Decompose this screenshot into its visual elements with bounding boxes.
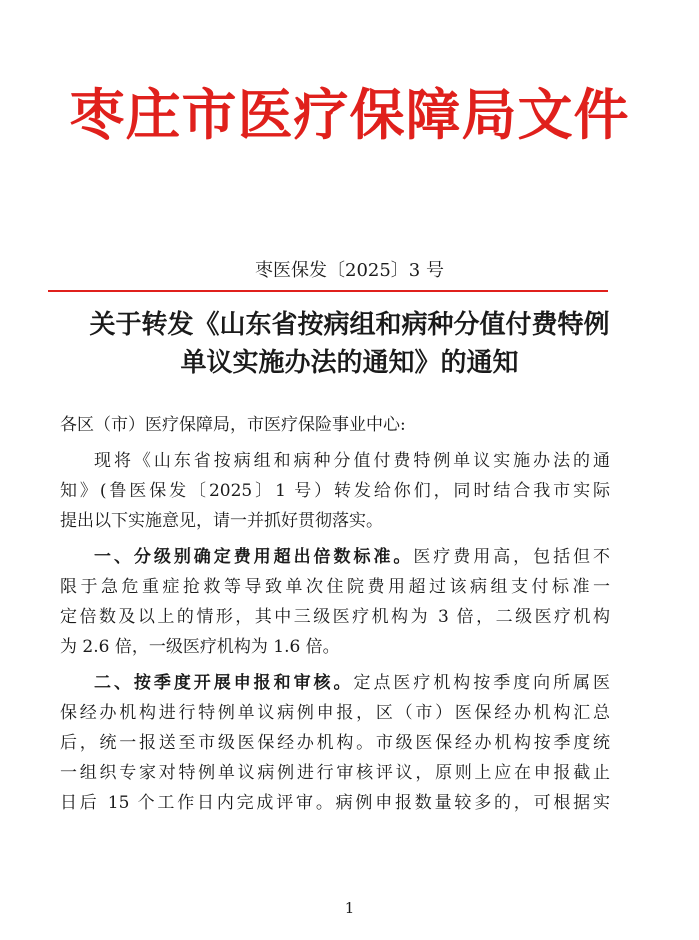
document-header-title: 枣庄市医疗保障局文件 (69, 82, 630, 147)
section-2-line-5: 日后 15 个工作日内完成评审。病例申报数量较多的，可根据实 (60, 793, 610, 813)
intro-line-2: 知》(鲁医保发〔2025〕1 号）转发给你们，同时结合我市实际 (60, 481, 610, 501)
intro-line-3: 提出以下实施意见，请一并抓好贯彻落实。 (60, 511, 383, 531)
section-2-line-1 (60, 668, 610, 698)
red-divider-line (48, 290, 608, 292)
section-2-heading: 二、按季度开展申报和审核。 (94, 673, 354, 693)
section-1-line-1 (60, 542, 610, 572)
section-2-line-2: 保经办机构进行特例单议病例申报，区（市）医保经办机构汇总 (60, 703, 610, 723)
document-body (60, 410, 610, 818)
notice-title (30, 306, 669, 382)
notice-title-line-1: 关于转发《山东省按病组和病种分值付费特例 (89, 310, 610, 340)
salutation: 各区（市）医疗保障局，市医疗保险事业中心: (60, 415, 406, 435)
notice-title-line-2: 单议实施办法的通知》的通知 (180, 348, 519, 378)
page-number: 1 (344, 899, 355, 917)
section-2-line-3: 后，统一报送至市级医保经办机构。市级医保经办机构按季度统 (60, 733, 610, 753)
section-1-heading: 一、分级别确定费用超出倍数标准。 (94, 547, 414, 567)
section-1-line-3: 定倍数及以上的情形，其中三级医疗机构为 3 倍，二级医疗机构 (60, 607, 610, 627)
section-2-line-4: 一组织专家对特例单议病例进行审核评议，原则上应在申报截止 (60, 763, 610, 783)
section-1-line-4: 为 2.6 倍，一级医疗机构为 1.6 倍。 (60, 637, 340, 657)
section-2-line-1-text: 定点医疗机构按季度向所属医 (353, 673, 610, 693)
section-1-line-1-text: 医疗费用高，包括但不 (413, 547, 610, 567)
section-1-line-2: 限于急危重症抢救等导致单次住院费用超过该病组支付标准一 (60, 577, 610, 597)
document-number: 枣医保发〔2025〕3 号 (255, 260, 444, 281)
intro-line-1: 现将《山东省按病组和病种分值付费特例单议实施办法的通 (94, 451, 610, 471)
